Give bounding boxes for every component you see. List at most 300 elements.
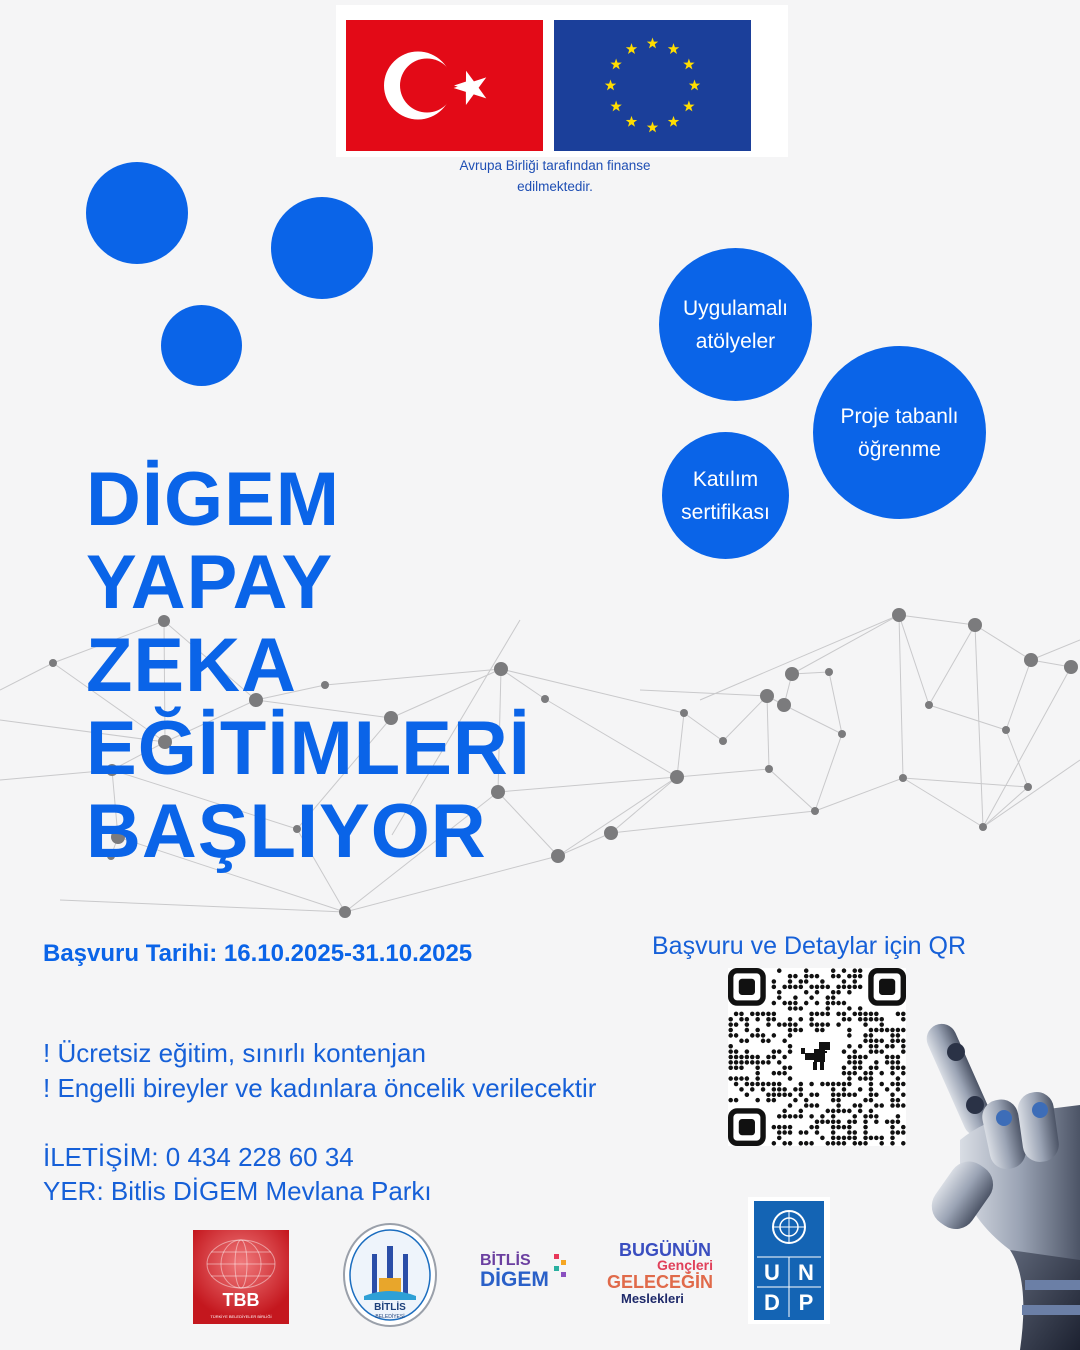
flags-panel [336, 5, 788, 157]
qr-module [847, 1119, 852, 1124]
qr-module [788, 979, 793, 984]
qr-module [852, 1055, 857, 1060]
qr-module [847, 1071, 852, 1076]
qr-module [858, 968, 863, 973]
qr-module [842, 1087, 847, 1092]
turkey-flag [346, 20, 543, 151]
qr-module [750, 1055, 755, 1060]
qr-module [879, 1082, 884, 1087]
qr-module [815, 1001, 820, 1006]
title-line: YAPAY [86, 540, 334, 625]
qr-module [788, 1049, 793, 1054]
qr-module [809, 1082, 814, 1087]
qr-module [793, 1098, 798, 1103]
qr-module [879, 1028, 884, 1033]
tbb-logo [193, 1230, 289, 1324]
qr-module [782, 1125, 787, 1130]
network-line [792, 615, 899, 674]
qr-module [755, 1098, 760, 1103]
qr-module [820, 1114, 825, 1119]
qr-module [858, 1044, 863, 1049]
qr-module [890, 1066, 895, 1071]
qr-module [788, 1076, 793, 1081]
network-line [767, 696, 769, 769]
qr-module [761, 1060, 766, 1065]
qr-module [777, 1071, 782, 1076]
qr-module [809, 1092, 814, 1097]
eu-star-icon [610, 59, 621, 70]
qr-module [804, 1001, 809, 1006]
application-date: Başvuru Tarihi: 16.10.2025-31.10.2025 [43, 940, 473, 967]
qr-finder [739, 979, 755, 995]
qr-module [885, 1087, 890, 1092]
qr-module [836, 990, 841, 995]
qr-module [772, 1071, 777, 1076]
qr-module [842, 1136, 847, 1141]
eu-star-icon [626, 43, 637, 54]
qr-module [831, 1098, 836, 1103]
qr-module [852, 974, 857, 979]
network-line [723, 696, 767, 741]
qr-module [777, 1087, 782, 1092]
title-line: BAŞLIYOR [86, 789, 487, 874]
qr-module [831, 1087, 836, 1092]
qr-module [793, 1087, 798, 1092]
qr-module [788, 1130, 793, 1135]
qr-module [847, 1136, 852, 1141]
title-line: EĞİTİMLERİ [86, 706, 531, 791]
feature-bubble-workshops [659, 248, 812, 401]
bitlis-digem-logo [478, 1248, 574, 1298]
qr-module [745, 1039, 750, 1044]
qr-module [734, 1066, 739, 1071]
qr-module [842, 1071, 847, 1076]
qr-module [766, 1055, 771, 1060]
qr-module [863, 1114, 868, 1119]
qr-module [863, 1017, 868, 1022]
qr-module [734, 1055, 739, 1060]
feature-label: Katılım sertifikası [681, 467, 770, 524]
network-line [769, 769, 815, 811]
qr-module [874, 1044, 879, 1049]
qr-module [820, 1012, 825, 1017]
qr-module [755, 1012, 760, 1017]
bgm-line2: Gençleri [656, 1257, 713, 1273]
qr-module [847, 1006, 852, 1011]
qr-module [734, 1022, 739, 1027]
qr-module [750, 1060, 755, 1065]
qr-module [836, 974, 841, 979]
undp-letter: N [798, 1260, 814, 1285]
qr-module [858, 1060, 863, 1065]
eu-funding-caption [430, 155, 680, 197]
bgm-line3: GELECEĞİN [607, 1272, 714, 1292]
qr-module [766, 1017, 771, 1022]
qr-module [761, 1087, 766, 1092]
qr-module [766, 1039, 771, 1044]
qr-module [852, 1136, 857, 1141]
network-line [684, 713, 723, 741]
qr-module [745, 1017, 750, 1022]
qr-module [852, 979, 857, 984]
qr-module [788, 1103, 793, 1108]
qr-module [879, 1136, 884, 1141]
qr-module [869, 1066, 874, 1071]
network-line [60, 900, 345, 912]
qr-module [739, 1012, 744, 1017]
network-node [339, 906, 351, 918]
network-line [815, 778, 903, 811]
qr-module [863, 1033, 868, 1038]
qr-module [739, 1055, 744, 1060]
qr-module [820, 1136, 825, 1141]
qr-module [852, 1119, 857, 1124]
qr-module [836, 1119, 841, 1124]
qr-module [820, 985, 825, 990]
qr-module [788, 1006, 793, 1011]
qr-module [815, 1130, 820, 1135]
qr-module [842, 1049, 847, 1054]
qr-module [782, 1109, 787, 1114]
qr-module [869, 1082, 874, 1087]
network-line [611, 811, 815, 833]
qr-module [869, 1087, 874, 1092]
qr-module [799, 1092, 804, 1097]
qr-module [788, 974, 793, 979]
qr-module [788, 1114, 793, 1119]
qr-module [745, 1060, 750, 1065]
qr-module [809, 995, 814, 1000]
qr-module [869, 1033, 874, 1038]
qr-module [863, 1012, 868, 1017]
qr-module [782, 1066, 787, 1071]
network-node [968, 618, 982, 632]
qr-module [847, 1028, 852, 1033]
network-node [1024, 653, 1038, 667]
tbb-logo-subtext: TÜRKİYE BELEDİYELER BİRLİĞİ [210, 1314, 272, 1319]
qr-module [793, 1028, 798, 1033]
qr-module [836, 1012, 841, 1017]
qr-module [772, 1033, 777, 1038]
network-node [49, 659, 57, 667]
qr-module [831, 1136, 836, 1141]
qr-module [869, 1017, 874, 1022]
qr-module [766, 1012, 771, 1017]
qr-module [788, 1044, 793, 1049]
network-node [1002, 726, 1010, 734]
qr-module [879, 1039, 884, 1044]
qr-module [777, 1130, 782, 1135]
qr-module [755, 1017, 760, 1022]
qr-module [804, 1098, 809, 1103]
qr-module [890, 1119, 895, 1124]
qr-module [842, 985, 847, 990]
network-line [1031, 640, 1080, 660]
qr-module [799, 1130, 804, 1135]
qr-module [728, 1049, 733, 1054]
qr-module [836, 1109, 841, 1114]
qr-caption: Başvuru ve Detaylar için QR [652, 932, 967, 960]
qr-module [734, 1060, 739, 1065]
qr-module [820, 979, 825, 984]
qr-module [885, 1119, 890, 1124]
qr-module [869, 1098, 874, 1103]
qr-code[interactable] [728, 968, 906, 1146]
qr-module [869, 1071, 874, 1076]
qr-module [863, 1098, 868, 1103]
qr-module [847, 974, 852, 979]
qr-module [728, 1076, 733, 1081]
network-node [760, 689, 774, 703]
qr-module [874, 1066, 879, 1071]
qr-module [766, 1060, 771, 1065]
qr-module [788, 1022, 793, 1027]
network-line [975, 625, 983, 827]
qr-module [788, 1141, 793, 1146]
network-node [765, 765, 773, 773]
qr-module [815, 1028, 820, 1033]
qr-module [869, 1092, 874, 1097]
qr-module [782, 1039, 787, 1044]
qr-module [734, 1012, 739, 1017]
qr-module [788, 1125, 793, 1130]
eu-star-icon [668, 116, 679, 127]
qr-module [772, 1087, 777, 1092]
qr-module [885, 1060, 890, 1065]
network-line [899, 615, 975, 625]
network-node [777, 698, 791, 712]
qr-module [852, 1103, 857, 1108]
qr-module [890, 1033, 895, 1038]
qr-module [836, 1082, 841, 1087]
tbb-logo-text: TBB [222, 1290, 260, 1310]
qr-module [826, 1119, 831, 1124]
network-node [551, 849, 565, 863]
qr-module [863, 1071, 868, 1076]
qr-module [755, 1060, 760, 1065]
qr-module [885, 1028, 890, 1033]
bitlis-logo-subtext: BELEDİYESİ [375, 1314, 405, 1320]
qr-module [782, 1092, 787, 1097]
qr-module [847, 1082, 852, 1087]
qr-module [831, 968, 836, 973]
qr-module [820, 1022, 825, 1027]
qr-module [772, 1141, 777, 1146]
qr-module [874, 1092, 879, 1097]
qr-module [766, 1098, 771, 1103]
qr-module [804, 1103, 809, 1108]
network-node [670, 770, 684, 784]
feature-bubble-certificate [662, 432, 789, 559]
qr-module [777, 1125, 782, 1130]
qr-module [890, 1098, 895, 1103]
qr-module [831, 1119, 836, 1124]
qr-module [782, 1071, 787, 1076]
qr-module [793, 1001, 798, 1006]
qr-module [874, 1103, 879, 1108]
qr-module [874, 1039, 879, 1044]
qr-module [772, 1055, 777, 1060]
qr-module [826, 1082, 831, 1087]
qr-module [745, 1028, 750, 1033]
qr-module [750, 1012, 755, 1017]
qr-module [766, 1082, 771, 1087]
qr-module [842, 1092, 847, 1097]
qr-module [863, 1055, 868, 1060]
qr-module [777, 1022, 782, 1027]
qr-module [847, 1092, 852, 1097]
qr-module [772, 1049, 777, 1054]
note-priority: ! Engelli bireyler ve kadınlara öncelik verilecektir [43, 1073, 597, 1103]
qr-module [793, 1022, 798, 1027]
qr-module [750, 1033, 755, 1038]
title-line: ZEKA [86, 623, 297, 708]
qr-module [852, 1130, 857, 1135]
eu-star-icon [689, 80, 700, 91]
qr-module [804, 1141, 809, 1146]
qr-module [728, 1055, 733, 1060]
qr-module [793, 1006, 798, 1011]
qr-module [728, 1022, 733, 1027]
qr-module [852, 1060, 857, 1065]
qr-module [847, 1076, 852, 1081]
qr-module [745, 1022, 750, 1027]
network-line [677, 769, 769, 777]
network-line [784, 705, 842, 734]
qr-module [739, 1066, 744, 1071]
qr-module [772, 985, 777, 990]
qr-module [874, 1060, 879, 1065]
eu-flag [554, 20, 751, 151]
qr-module [890, 1136, 895, 1141]
qr-module [745, 1049, 750, 1054]
qr-module [788, 1017, 793, 1022]
qr-module [869, 1012, 874, 1017]
qr-module [804, 990, 809, 995]
qr-module [820, 1028, 825, 1033]
qr-module [799, 1082, 804, 1087]
qr-module [890, 1028, 895, 1033]
qr-module [836, 1103, 841, 1108]
qr-module [755, 1033, 760, 1038]
network-line [903, 778, 983, 827]
qr-module [745, 1076, 750, 1081]
eu-star-icon [647, 38, 658, 49]
qr-module [772, 1082, 777, 1087]
qr-module [869, 1049, 874, 1054]
qr-module [804, 1130, 809, 1135]
qr-module [847, 1109, 852, 1114]
eu-star-icon [626, 116, 637, 127]
qr-module [874, 1119, 879, 1124]
eu-star-icon [683, 101, 694, 112]
qr-module [831, 1092, 836, 1097]
qr-module [755, 1055, 760, 1060]
qr-module [777, 1049, 782, 1054]
feature-label: Uygulamalı atölyeler [682, 296, 789, 353]
qr-module [788, 1092, 793, 1097]
qr-module [874, 1049, 879, 1054]
qr-module [890, 1060, 895, 1065]
qr-module [863, 1076, 868, 1081]
qr-module [858, 1076, 863, 1081]
qr-module [890, 1141, 895, 1146]
qr-finder [879, 979, 895, 995]
qr-module [788, 1001, 793, 1006]
qr-module [734, 1082, 739, 1087]
qr-module [745, 1082, 750, 1087]
decor-circle [161, 305, 242, 386]
qr-module [847, 1033, 852, 1038]
qr-module [863, 1141, 868, 1146]
qr-module [809, 974, 814, 979]
qr-module [874, 1028, 879, 1033]
qr-module [836, 985, 841, 990]
qr-module [890, 1071, 895, 1076]
qr-module [863, 1119, 868, 1124]
qr-module [728, 1098, 733, 1103]
qr-module [799, 1028, 804, 1033]
qr-module [809, 1017, 814, 1022]
qr-module [874, 1017, 879, 1022]
feature-label: Proje tabanlı öğrenme [840, 404, 959, 461]
qr-module [788, 1033, 793, 1038]
qr-module [799, 1141, 804, 1146]
qr-module [728, 1044, 733, 1049]
qr-module [755, 1066, 760, 1071]
qr-module [772, 1092, 777, 1097]
qr-module [761, 1033, 766, 1038]
network-node [1064, 660, 1078, 674]
network-node [892, 608, 906, 622]
qr-module [831, 1130, 836, 1135]
qr-module [777, 968, 782, 973]
qr-module [772, 1012, 777, 1017]
undp-letter: P [798, 1290, 814, 1315]
qr-module [858, 1006, 863, 1011]
qr-module [799, 1114, 804, 1119]
decor-circle [86, 162, 188, 264]
qr-module [804, 974, 809, 979]
qr-module [842, 1141, 847, 1146]
qr-module [734, 1033, 739, 1038]
qr-module [777, 1082, 782, 1087]
network-line [1006, 660, 1031, 730]
network-node [811, 807, 819, 815]
title-line: DİGEM [86, 457, 341, 542]
qr-module [869, 1136, 874, 1141]
qr-module [852, 1049, 857, 1054]
qr-module [809, 1012, 814, 1017]
qr-module [879, 1071, 884, 1076]
qr-module [852, 1141, 857, 1146]
qr-module [863, 1039, 868, 1044]
qr-module [847, 1130, 852, 1135]
bitlis-logo-text: BİTLİS [374, 1302, 406, 1313]
network-node [719, 737, 727, 745]
qr-module [777, 1114, 782, 1119]
contact-place: YER: Bitlis DİGEM Mevlana Parkı [43, 1176, 432, 1206]
bitlis-municipality-logo [342, 1222, 438, 1328]
qr-module [799, 1109, 804, 1114]
qr-module [879, 1049, 884, 1054]
eu-caption-line1: Avrupa Birliği tarafından finanse [459, 158, 651, 173]
dino-icon [801, 1042, 830, 1070]
network-node [979, 823, 987, 831]
qr-module [890, 1103, 895, 1108]
qr-module [831, 1125, 836, 1130]
qr-module [815, 990, 820, 995]
